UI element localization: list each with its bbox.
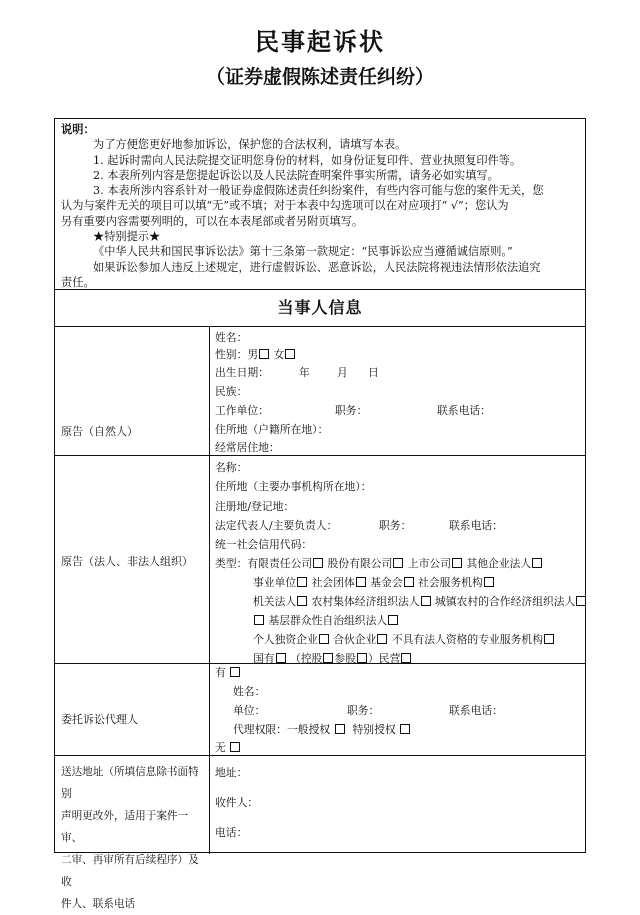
type-checkbox[interactable] [576, 596, 586, 606]
instructions-item-1: 1. 起诉时需向人民法院提交证明您身份的材料，如身份证复印件、营业执照复印件等。 [93, 153, 522, 167]
ethnicity-field-label: 民族： [215, 385, 248, 398]
type-checkbox[interactable] [532, 558, 542, 568]
registered-field-label: 注册地/登记地： [215, 500, 295, 513]
divider [55, 663, 585, 664]
type-checkbox[interactable] [357, 653, 367, 663]
divider [55, 755, 585, 756]
service-label-line: 二审、再审所有后续程序）及收 [61, 854, 199, 888]
row-label-agent: 委托诉讼代理人 [61, 713, 138, 726]
document-subtitle: （证券虚假陈述责任纠纷） [205, 66, 434, 88]
document-title: 民事起诉状 [255, 28, 385, 56]
instructions-intro: 为了方便您更好地参加诉讼，保护您的合法权利，请填写本表。 [93, 138, 407, 152]
org-phone-field-label: 联系电话： [449, 519, 503, 532]
credit-code-field-label: 统一社会信用代码： [215, 538, 313, 551]
type-option-label: 其他企业法人 [466, 557, 532, 570]
special-tip: ★特别提示★ [93, 230, 161, 244]
special-authority-checkbox[interactable] [400, 724, 410, 734]
type-checkbox[interactable] [377, 634, 387, 644]
type-checkbox[interactable] [404, 577, 414, 587]
agent-position-field-label: 职务： [347, 704, 380, 717]
type-checkbox[interactable] [276, 653, 286, 663]
type-checkbox[interactable] [544, 634, 554, 644]
gender-female-label: 女 [273, 348, 285, 361]
instructions-item-3: 3. 本表所涉内容系针对一般证券虚假陈述责任纠纷案件，有些内容可能与您的案件无关，您 [93, 184, 544, 198]
org-type-row-1 [215, 556, 543, 571]
name-field-label: 姓名： [215, 331, 248, 344]
gender-field[interactable] [215, 347, 296, 362]
type-option-label: 基金会 [370, 576, 403, 589]
divider [55, 289, 585, 290]
year-label: 年 [299, 366, 310, 379]
service-address-field-label: 地址： [215, 766, 248, 779]
org-type-row-3 [253, 594, 587, 609]
law-quote: 《中华人民共和国民事诉讼法》第十三条第一款规定：“民事诉讼应当遵循诚信原则。” [93, 245, 513, 259]
month-label: 月 [337, 366, 348, 379]
agent-yes-option[interactable] [215, 665, 241, 680]
agent-phone-field-label: 联系电话： [449, 704, 503, 717]
service-phone-field-label: 电话： [215, 826, 248, 839]
type-option-label: 个人独资企业 [253, 633, 318, 646]
service-label-line: 送达地址（所填信息除书面特别 [61, 766, 199, 800]
phone-field-label: 联系电话： [437, 404, 491, 417]
divider [55, 326, 585, 327]
type-option-label: 社会服务机构 [418, 576, 483, 589]
type-option-label: 上市公司 [407, 557, 452, 570]
day-label: 日 [368, 366, 379, 379]
type-checkbox[interactable] [421, 596, 431, 606]
type-option-label: 农村集体经济组织法人 [311, 595, 420, 608]
warning-text: 如果诉讼参加人违反上述规定，进行虚假诉讼、恶意诉讼，人民法院将视违法情形依法追究 [93, 260, 541, 274]
type-checkbox[interactable] [452, 558, 462, 568]
type-checkbox[interactable] [297, 596, 307, 606]
org-position-field-label: 职务： [379, 519, 412, 532]
agent-authority-field [233, 722, 411, 737]
special-authority-label: 特别授权 [352, 723, 396, 736]
type-option-label: 机关法人 [253, 595, 297, 608]
instructions-block [55, 119, 585, 289]
instructions-item-3-cont: 认为与案件无关的项目可以填“无”或不填；对于本表中勾选项可以在对应项打“ √”；您认为 [61, 199, 509, 213]
org-name-field-label: 名称： [215, 461, 248, 474]
agent-no-checkbox[interactable] [230, 742, 240, 752]
row-label-service [61, 761, 203, 915]
type-checkbox[interactable] [484, 577, 494, 587]
column-divider [209, 327, 210, 854]
type-option-label: （控股 [290, 652, 323, 665]
type-option-label: 国有 [253, 652, 275, 665]
type-checkbox[interactable] [297, 577, 307, 587]
agent-no-label: 无 [215, 741, 226, 754]
row-label-plaintiff-person: 原告（自然人） [61, 425, 138, 438]
org-type-row-2 [253, 575, 495, 590]
residence-field-label: 住所地（户籍所在地）： [215, 423, 329, 436]
form-frame [54, 118, 586, 910]
agent-no-option[interactable] [215, 740, 241, 755]
type-checkbox[interactable] [356, 577, 366, 587]
birth-field-label: 出生日期： [215, 366, 269, 379]
type-option-label: 合伙企业 [333, 633, 377, 646]
type-checkbox[interactable] [393, 558, 403, 568]
org-type-row-4 [253, 613, 399, 628]
type-option-label: 有限责任公司 [247, 557, 313, 570]
agent-unit-field-label: 单位： [233, 704, 266, 717]
service-label-line: 声明更改外，适用于案件一审、 [61, 810, 189, 844]
type-option-label: ）民营 [368, 652, 401, 665]
general-authority-checkbox[interactable] [335, 724, 345, 734]
type-option-label: 基层群众性自治组织法人 [268, 614, 388, 627]
divider [55, 455, 585, 456]
agent-name-field-label: 姓名： [233, 685, 266, 698]
section-title: 当事人信息 [277, 298, 363, 317]
type-option-label: 不具有法人资格的专业服务机构 [391, 633, 543, 646]
agent-yes-label: 有 [215, 666, 226, 679]
type-checkbox[interactable] [319, 634, 329, 644]
instructions-item-2: 2. 本表所列内容是您提起诉讼以及人民法院查明案件事实所需，请务必如实填写。 [93, 168, 499, 182]
type-checkbox[interactable] [323, 653, 333, 663]
male-checkbox[interactable] [259, 349, 269, 359]
org-type-row-5 [253, 632, 555, 647]
type-option-label: 社会团体 [311, 576, 355, 589]
instructions-heading: 说明： [61, 123, 95, 136]
agent-yes-checkbox[interactable] [230, 667, 240, 677]
row-label-plaintiff-org: 原告（法人、非法人组织） [61, 555, 193, 568]
legal-rep-field-label: 法定代表人/主要负责人： [215, 519, 338, 532]
general-authority-label: 代理权限：一般授权 [233, 723, 331, 736]
type-option-label: 事业单位 [253, 576, 297, 589]
type-checkbox[interactable] [313, 558, 323, 568]
type-checkbox[interactable] [254, 615, 264, 625]
service-label-line: 件人、联系电话 [61, 898, 136, 910]
gender-male-label: 性别：男 [215, 348, 259, 361]
org-type-label: 类型： [215, 557, 248, 570]
type-option-label: 股份有限公司 [327, 557, 393, 570]
instructions-item-3-end: 另有重要内容需要列明的，可以在本表尾部或者另附页填写。 [61, 214, 364, 228]
type-checkbox[interactable] [401, 653, 411, 663]
org-address-field-label: 住所地（主要办事机构所在地）： [215, 480, 372, 493]
service-receiver-field-label: 收件人： [215, 796, 259, 809]
type-checkbox[interactable] [388, 615, 398, 625]
habitual-residence-field-label: 经常居住地： [215, 441, 280, 454]
female-checkbox[interactable] [285, 349, 295, 359]
type-option-label: 参股 [334, 652, 357, 665]
type-option-label: 城镇农村的合作经济组织法人 [435, 595, 576, 608]
position-field-label: 职务： [335, 404, 368, 417]
warning-text-end: 责任。 [61, 275, 95, 289]
work-unit-field-label: 工作单位： [215, 404, 269, 417]
